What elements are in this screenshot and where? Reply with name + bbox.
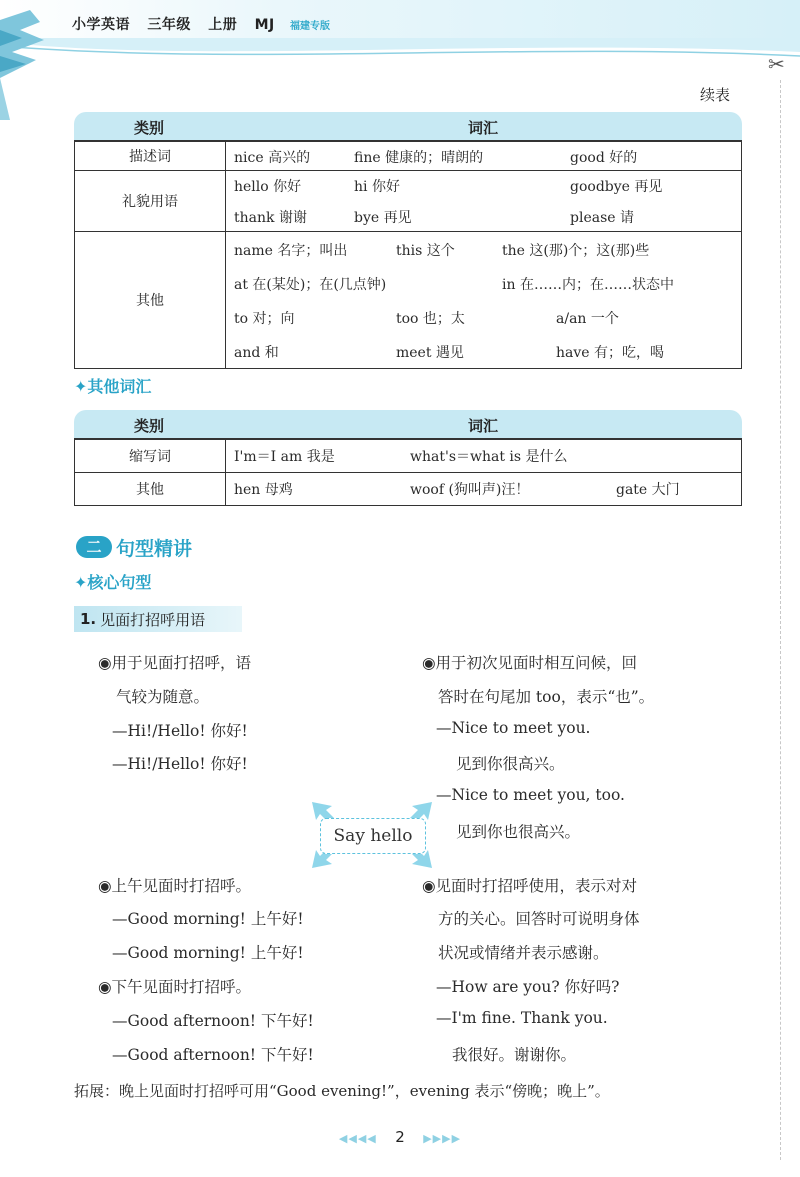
table-header [74,112,742,140]
dialog-line: —I'm fine. Thank you. [436,1009,608,1027]
topic-number: 1. [80,610,97,628]
core-title: ✦核心句型 [74,573,152,592]
dialog-line: —Nice to meet you, too. [436,786,625,804]
vocab-item: at 在(某处)；在(几点钟) [234,277,387,293]
dialog-line: —How are you? 你好吗? [436,978,620,996]
left-arrows-icon: ◀◀◀◀ [338,1132,377,1145]
note-line: ◉见面时打招呼使用，表示对对 [422,877,638,895]
category-cell: 礼貌用语 [75,171,226,231]
note-line: 状况或情绪并表示感谢。 [438,944,609,962]
category-cell: 描述词 [75,142,226,170]
say-hello-label: Say hello [320,818,426,854]
note-line: 答时在句尾加 too，表示“也”。 [438,688,655,706]
category-cell: 其他 [75,232,226,368]
header-wave [0,38,800,64]
note-line: ◉上午见面时打招呼。 [98,877,252,895]
vocab-item: too 也；太 [396,311,465,327]
vocab-item: name 名字；叫出 [234,243,348,259]
table-row [75,231,741,368]
note-line: ◉用于初次见面时相互问候，回 [422,654,638,672]
dialog-line: —Nice to meet you. [436,719,591,737]
vocab-item: this 这个 [396,243,455,259]
pagoda-icon [0,0,60,120]
vocab-item: hi 你好 [354,179,400,195]
table-row [75,440,741,472]
table-row [75,170,741,231]
vocab-item: have 有；吃，喝 [556,345,665,361]
cut-line [780,80,781,1160]
vocab-table-1 [74,112,742,369]
vocab-item: thank 谢谢 [234,210,307,226]
vocab-item: in 在……内；在……状态中 [502,277,674,293]
section-title [76,534,192,560]
dialog-line: —Hi!/Hello! 你好! [112,722,248,740]
dialog-line: —Hi!/Hello! 你好! [112,755,248,773]
vocab-item: good 好的 [570,150,638,166]
topic-title: 见面打招呼用语 [100,610,206,629]
vocab-table-2 [74,410,742,506]
page-footer [0,1128,800,1146]
dialog-line: —Good morning! 上午好! [112,944,304,962]
extension-note: 拓展：晚上见面时打招呼可用“Good evening!”，evening 表示“傍晚；晚上”。 [74,1082,610,1100]
note-line: 气较为随意。 [116,688,210,706]
header-vocab: 词汇 [467,119,498,137]
header-vocab: 词汇 [467,417,498,435]
vocab-item: please 请 [570,210,634,226]
category-cell: 缩写词 [75,440,226,472]
table-header [74,410,742,438]
vocab-item: woof (狗叫声)汪！ [410,482,530,498]
dialog-line: —Good morning! 上午好! [112,910,304,928]
category-cell: 其他 [75,473,226,505]
region-tag: 福建专版 [290,21,330,32]
dialog-line: 见到你也很高兴。 [456,823,581,841]
topic-box [74,606,242,632]
vocab-item: I'm＝I am 我是 [234,449,335,465]
vocab-item: to 对；向 [234,311,295,327]
vocab-item: meet 遇见 [396,345,464,361]
section-text: 句型精讲 [116,537,193,560]
header-category: 类别 [133,119,164,137]
vocab-item: bye 再见 [354,210,412,226]
dialog-line: —Good afternoon! 下午好! [112,1012,314,1030]
header-subject: 小学英语 [72,17,130,33]
page-number: 2 [395,1128,405,1146]
header-edition: MJ [254,17,275,33]
vocab-item: the 这(那)个；这(那)些 [502,243,650,259]
header-volume: 上册 [208,17,238,33]
table-row [75,142,741,170]
section-number: 二 [76,536,112,558]
right-arrows-icon: ▶▶▶▶ [423,1132,462,1145]
vocab-item: and 和 [234,345,279,361]
vocab-item: gate 大门 [616,482,680,498]
vocab-item: nice 高兴的 [234,150,311,166]
vocab-item: what's＝what is 是什么 [410,449,568,465]
scissors-icon: ✂ [768,52,785,76]
table-row [75,472,741,505]
vocab-item: fine 健康的；晴朗的 [354,150,484,166]
header-title [72,14,287,34]
vocab-item: hen 母鸡 [234,482,293,498]
dialog-line: 我很好。谢谢你。 [452,1046,577,1064]
header-grade: 三年级 [147,17,191,33]
dialog-line: —Good afternoon! 下午好! [112,1046,314,1064]
dialog-line: 见到你很高兴。 [456,755,565,773]
vocab-item: hello 你好 [234,179,302,195]
header-category: 类别 [133,417,164,435]
note-line: ◉用于见面打招呼，语 [98,654,252,672]
other-vocab-title: ✦其他词汇 [74,377,152,396]
note-line: 方的关心。回答时可说明身体 [438,910,640,928]
vocab-item: a/an 一个 [556,311,619,327]
vocab-item: goodbye 再见 [570,179,663,195]
continued-label: 续表 [700,86,731,104]
note-line: ◉下午见面时打招呼。 [98,978,252,996]
